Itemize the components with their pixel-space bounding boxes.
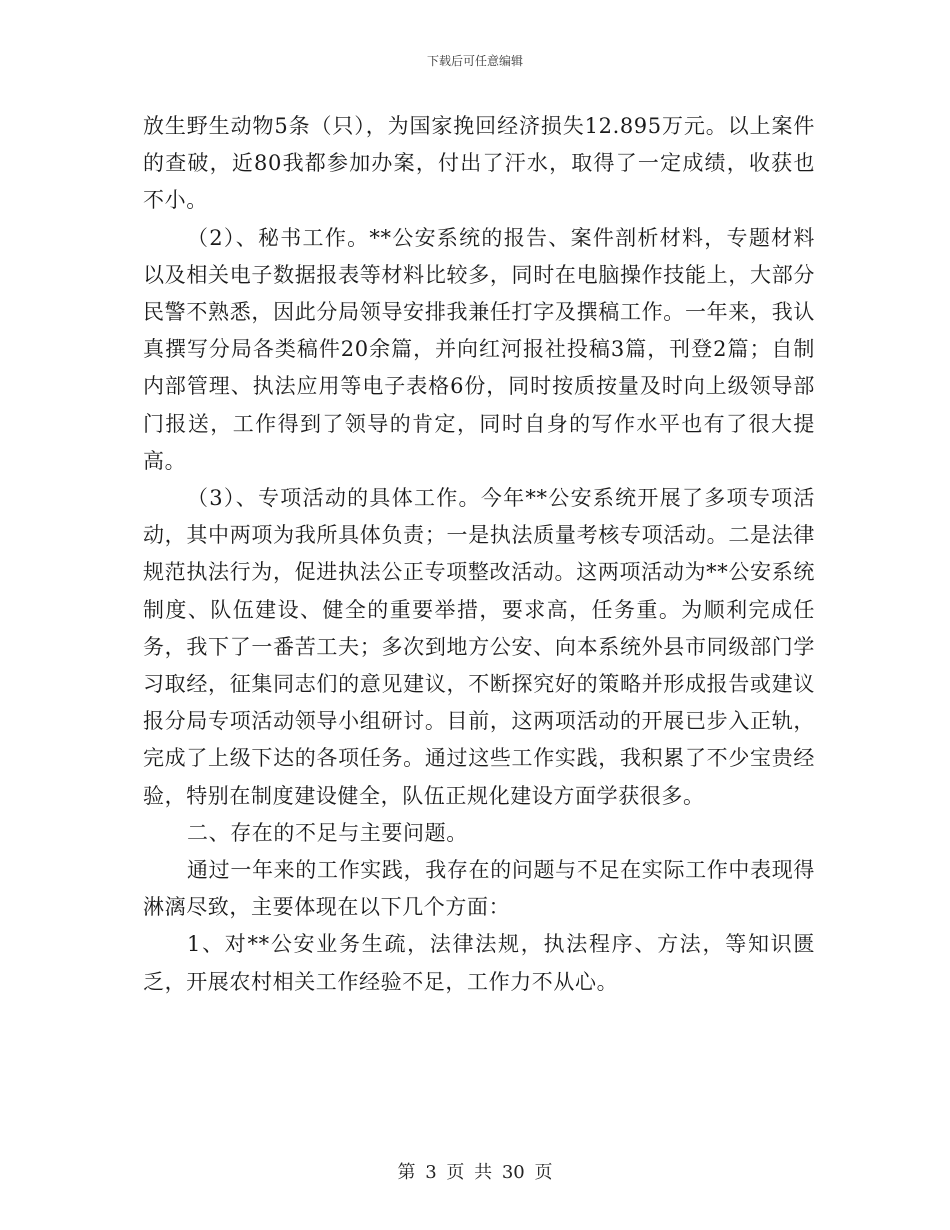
document-body	[143, 108, 815, 1001]
page-number-footer: 第 3 页 共 30 页	[397, 1162, 553, 1183]
page-header-note: 下载后可任意编辑	[426, 54, 523, 68]
paragraph-case-results: 放生野生动物5条（只），为国家挽回经济损失12.895万元。以上案件的查破，近80我都参加办案，付出了汗水，取得了一定成绩，收获也不小。	[143, 114, 815, 213]
paragraph-secretary-work: （2）、秘书工作。**公安系统的报告、案件剖析材料，专题材料以及相关电子数据报表等材料比较多，同时在电脑操作技能上，大部分民警不熟悉，因此分局领导安排我兼任打字及撰稿工作。一年来，我认真撰写分局各类稿件20余篇，并向红河报社投稿3篇，刊登2篇；自制内部管理、执法应用等电子表格6份，同时按质按量及时向上级领导部门报送，工作得到了领导的肯定，同时自身的写作水平也有了很大提高。	[143, 225, 815, 473]
paragraph-shortcoming-1: 1、对**公安业务生疏，法律法规，执法程序、方法，等知识匮乏，开展农村相关工作经验不足，工作力不从心。	[143, 932, 815, 994]
paragraph-special-activities: （3）、专项活动的具体工作。今年**公安系统开展了多项专项活动，其中两项为我所具体负责；一是执法质量考核专项活动。二是法律规范执法行为，促进执法公正专项整改活动。这两项活动为**公安系统制度、队伍建设、健全的重要举措，要求高，任务重。为顺利完成任务，我下了一番苦工夫；多次到地方公安、向本系统外县市同级部门学习取经，征集同志们的意见建议，不断探究好的策略并形成报告或建议报分局专项活动领导小组研讨。目前，这两项活动的开展已步入正轨，完成了上级下达的各项任务。通过这些工作实践，我积累了不少宝贵经验，特别在制度建设健全，队伍正规化建设方面学获很多。	[143, 486, 815, 808]
section-heading-shortcomings: 二、存在的不足与主要问题。	[187, 820, 468, 845]
paragraph-shortcomings-intro: 通过一年来的工作实践，我存在的问题与不足在实际工作中表现得淋漓尽致，主要体现在以下几个方面：	[143, 858, 815, 920]
